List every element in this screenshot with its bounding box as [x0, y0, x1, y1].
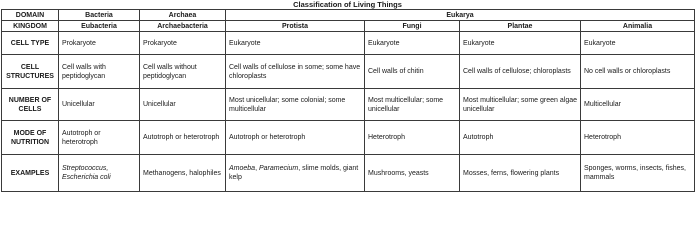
domain-eukarya: Eukarya [226, 10, 695, 21]
row-label-cell-structures: CELL STRUCTURES [2, 55, 59, 89]
nutrition-eubacteria: Autotroph or heterotroph [59, 121, 140, 155]
cell-type-protista: Eukaryote [226, 32, 365, 55]
cell-structures-archaebacteria: Cell walls without peptidoglycan [140, 55, 226, 89]
kingdom-archaebacteria: Archaebacteria [140, 21, 226, 32]
cell-structures-row [2, 55, 695, 89]
row-label-examples: EXAMPLES [2, 155, 59, 192]
kingdom-eubacteria: Eubacteria [59, 21, 140, 32]
nutrition-plantae: Autotroph [460, 121, 581, 155]
examples-row [2, 155, 695, 192]
cell-type-archaebacteria: Prokaryote [140, 32, 226, 55]
examples-protista: Amoeba, Paramecium, slime molds, giant kelp [226, 155, 365, 192]
number-of-cells-animalia: Multicellular [581, 89, 695, 121]
cell-structures-protista: Cell walls of cellulose in some; some have chloroplasts [226, 55, 365, 89]
cell-type-animalia: Eukaryote [581, 32, 695, 55]
nutrition-fungi: Heterotroph [365, 121, 460, 155]
mode-of-nutrition-row [2, 121, 695, 155]
cell-type-row [2, 32, 695, 55]
nutrition-archaebacteria: Autotroph or heterotroph [140, 121, 226, 155]
nutrition-animalia: Heterotroph [581, 121, 695, 155]
cell-structures-fungi: Cell walls of chitin [365, 55, 460, 89]
number-of-cells-eubacteria: Unicellular [59, 89, 140, 121]
examples-eubacteria: Streptococcus, Escherichia coli [59, 155, 140, 192]
row-label-cell-type: CELL TYPE [2, 32, 59, 55]
number-of-cells-archaebacteria: Unicellular [140, 89, 226, 121]
kingdom-label: KINGDOM [2, 21, 59, 32]
kingdom-protista: Protista [226, 21, 365, 32]
cell-type-eubacteria: Prokaryote [59, 32, 140, 55]
number-of-cells-row [2, 89, 695, 121]
domain-bacteria: Bacteria [59, 10, 140, 21]
classification-table [1, 9, 695, 192]
kingdom-fungi: Fungi [365, 21, 460, 32]
kingdom-row [2, 21, 695, 32]
kingdom-animalia: Animalia [581, 21, 695, 32]
examples-plantae: Mosses, ferns, flowering plants [460, 155, 581, 192]
kingdom-plantae: Plantae [460, 21, 581, 32]
examples-animalia: Sponges, worms, insects, fishes, mammals [581, 155, 695, 192]
table-title: Classification of Living Things [293, 0, 402, 9]
row-label-number-of-cells: NUMBER OF CELLS [2, 89, 59, 121]
cell-type-fungi: Eukaryote [365, 32, 460, 55]
domain-archaea: Archaea [140, 10, 226, 21]
cell-structures-plantae: Cell walls of cellulose; chloroplasts [460, 55, 581, 89]
examples-fungi: Mushrooms, yeasts [365, 155, 460, 192]
domain-label: DOMAIN [2, 10, 59, 21]
number-of-cells-plantae: Most multicellular; some green algae unicellular [460, 89, 581, 121]
cell-structures-animalia: No cell walls or chloroplasts [581, 55, 695, 89]
number-of-cells-fungi: Most multicellular; some unicellular [365, 89, 460, 121]
number-of-cells-protista: Most unicellular; some colonial; some multicellular [226, 89, 365, 121]
cell-structures-eubacteria: Cell walls with peptidoglycan [59, 55, 140, 89]
nutrition-protista: Autotroph or heterotroph [226, 121, 365, 155]
examples-archaebacteria: Methanogens, halophiles [140, 155, 226, 192]
domain-row [2, 10, 695, 21]
cell-type-plantae: Eukaryote [460, 32, 581, 55]
row-label-mode-of-nutrition: MODE OF NUTRITION [2, 121, 59, 155]
